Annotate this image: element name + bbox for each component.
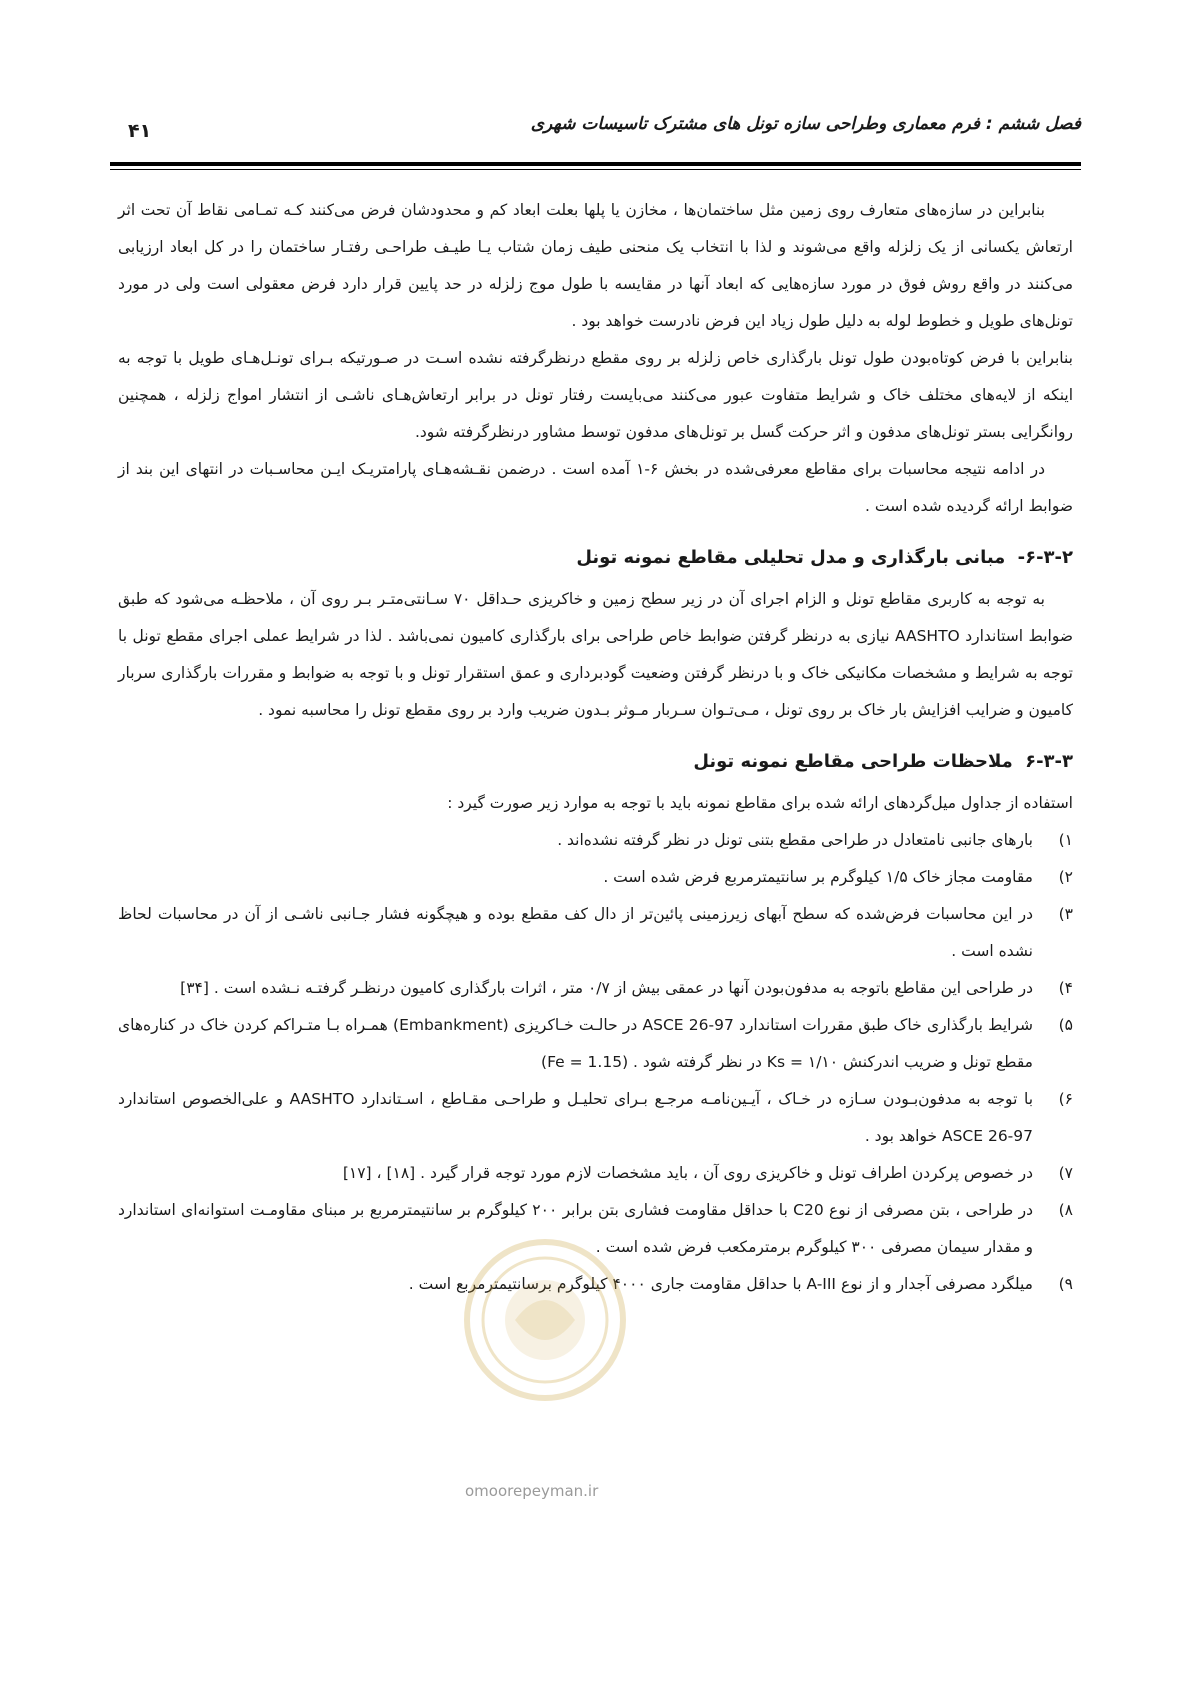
list-item [118,896,1073,970]
header-rule-thick [110,162,1081,166]
section-number: ۶-۳-۳ [1025,751,1073,772]
watermark-text: omoorepeyman.ir [465,1482,599,1500]
list-item-text: با توجه به مدفون‌بـودن سـازه در خـاک ، آیـین‌نامـه مرجـع بـرای تحلیـل و طراحـی مقـاطع ، اسـتاندارد AASHTO و علی‌الخصوص استاندارد ASCE 26-97 خواهد بود . [118,1090,1034,1145]
chapter-title: فصل ششم : فرم معماری وطراحی سازه تونل های مشترک تاسیسات شهری [530,114,1081,134]
intro-paragraph-1: بنابراین در سازه‌های متعارف روی زمین مثل ساختمان‌ها ، مخازن یا پلها بعلت ابعاد کم و محدودشان فرض می‌کنند کـه تمـامی نقاط آن تحت اثر ارتعاش یکسانی از یک زلزله واقع می‌شوند و لذا با انتخاب یک منحنی طیف زمان شتاب یـا طیـف طراحـی رفتـار ساختمان را در کل ابعاد ارزیابی می‌کنند در واقع روش فوق در مورد سازه‌هایی که ابعاد آنها در مقایسه با طول موج زلزله در حد پایین قرار دارد فرض معقولی است ولی در مورد تونل‌های طویل و خطوط لوله به دلیل طول زیاد این فرض نادرست خواهد بود . [118,201,1073,330]
list-marker: ۱) [1058,831,1073,849]
list-item-text: مقاومت مجاز خاک ۱/۵ کیلوگرم بر سانتیمترمربع فرض شده است . [603,868,1033,886]
list-item [118,1266,1073,1303]
list-item [118,970,1073,1007]
header-rule-thin [110,169,1081,170]
list-item [118,822,1073,859]
list-marker: ۸) [1058,1201,1073,1219]
intro-paragraph-2: بنابراین با فرض کوتاه‌بودن طول تونل بارگذاری خاص زلزله بر روی مقطع درنظرگرفته نشده اسـت در صـورتیکه بـرای تونـل‌هـای طویل با توجه به اینکه از لایه‌های مختلف خاک و شرایط متفاوت عبور می‌کنند می‌بایست رفتار تونل در برابر ارتعاش‌هـای ناشـی از انتشار امواج زلزله ، همچنین روانگرایی بستر تونل‌های مدفون و اثر حرکت گسل بر تونل‌های مدفون توسط مشاور درنظرگرفته شود. [118,349,1073,441]
list-item [118,1192,1073,1266]
page-header [110,112,1081,152]
list-marker: ۲) [1058,868,1073,886]
intro-paragraph-3: در ادامه نتیجه محاسبات برای مقاطع معرفی‌شده در بخش ۶-۱ آمده است . درضمن نقـشه‌هـای پارامتریـک ایـن محاسـبات در انتهای این بند از ضوابط ارائه گردیده شده است . [118,460,1073,515]
section-title: مبانی بارگذاری و مدل تحلیلی مقاطع نمونه تونل [576,547,1006,568]
list-item-text: میلگرد مصرفی آجدار و از نوع A-III با حداقل مقاومت جاری ۴۰۰۰ کیلوگرم برسانتیمترمربع است . [408,1275,1033,1293]
section-heading-loading [118,543,1073,573]
list-marker: ۳) [1058,905,1073,923]
list-item-text: بارهای جانبی نامتعادل در طراحی مقطع بتنی تونل در نظر گرفته نشده‌اند . [557,831,1033,849]
list-marker: ۹) [1058,1275,1073,1293]
section-title: ملاحظات طراحی مقاطع نمونه تونل [693,751,1013,772]
list-item [118,1081,1073,1155]
list-item-text: در طراحی این مقاطع باتوجه به مدفون‌بودن آنها در عمقی بیش از ۰/۷ متر ، اثرات بارگذاری کامیون درنظـر گرفتـه نـشده است . [۳۴] [180,979,1033,997]
design-considerations-list [118,822,1073,1303]
list-item [118,1007,1073,1081]
list-item-text: در این محاسبات فرض‌شده که سطح آبهای زیرزمینی پائین‌تر از دال کف مقطع بوده و هیچگونه فشار جـانبی ناشـی از آن در محاسبات لحاظ نشده است . [118,905,1033,960]
page-number: ۴۱ [128,120,152,142]
list-marker: ۷) [1058,1164,1073,1182]
page-content [118,192,1073,1303]
list-marker: ۶) [1058,1090,1073,1108]
list-marker: ۴) [1058,979,1073,997]
list-item-text: در طراحی ، بتن مصرفی از نوع C20 با حداقل مقاومت فشاری بتن برابر ۲۰۰ کیلوگرم بر سانتیمترمربع بر مبنای مقاومـت استوانه‌ای استاندارد و مقدار سیمان مصرفی ۳۰۰ کیلوگرم برمترمکعب فرض شده است . [118,1201,1033,1256]
list-item-text: در خصوص پرکردن اطراف تونل و خاکریزی روی آن ، باید مشخصات لازم مورد توجه قرار گیرد . [۱۸] ، [۱۷] [342,1164,1033,1182]
list-item [118,859,1073,896]
section-number: ۶-۳-۲- [1017,547,1073,568]
list-item [118,1155,1073,1192]
section-heading-design [118,747,1073,777]
loading-paragraph: به توجه به کاربری مقاطع تونل و الزام اجرای آن در زیر سطح زمین و خاکریزی حـداقل ۷۰ سـانتی‌متـر بـر روی آن ، ملاحظـه می‌شود که طبق ضوابط استاندارد AASHTO نیازی به درنظر گرفتن ضوابط خاص طراحی برای بارگذاری کامیون نمی‌باشد . لذا در شرایط عملی اجرای مقطع تونل با توجه به شرایط و مشخصات مکانیکی خاک و با درنظر گرفتن وضعیت گودبرداری و عمق استقرار تونل و با توجه به ضوابط و مقررات بارگذاری سربار کامیون و ضرایب افزایش بار خاک بر روی تونل ، مـی‌تـوان سـربار مـوثر بـدون ضریب وارد بر روی مقطع تونل را محاسبه نمود . [118,590,1073,719]
list-marker: ۵) [1058,1016,1073,1034]
design-intro: استفاده از جداول میل‌گردهای ارائه شده برای مقاطع نمونه باید با توجه به موارد زیر صورت گیرد : [447,794,1073,812]
list-item-text: شرایط بارگذاری خاک طبق مقررات استاندارد ASCE 26-97 در حالـت خـاکریزی (Embankment) همـراه بـا متـراکم کردن خاک در کناره‌های مقطع تونل و ضریب اندرکنش Ks = ۱/۱۰ در نظر گرفته شود . (Fe = 1.15) [118,1016,1033,1071]
